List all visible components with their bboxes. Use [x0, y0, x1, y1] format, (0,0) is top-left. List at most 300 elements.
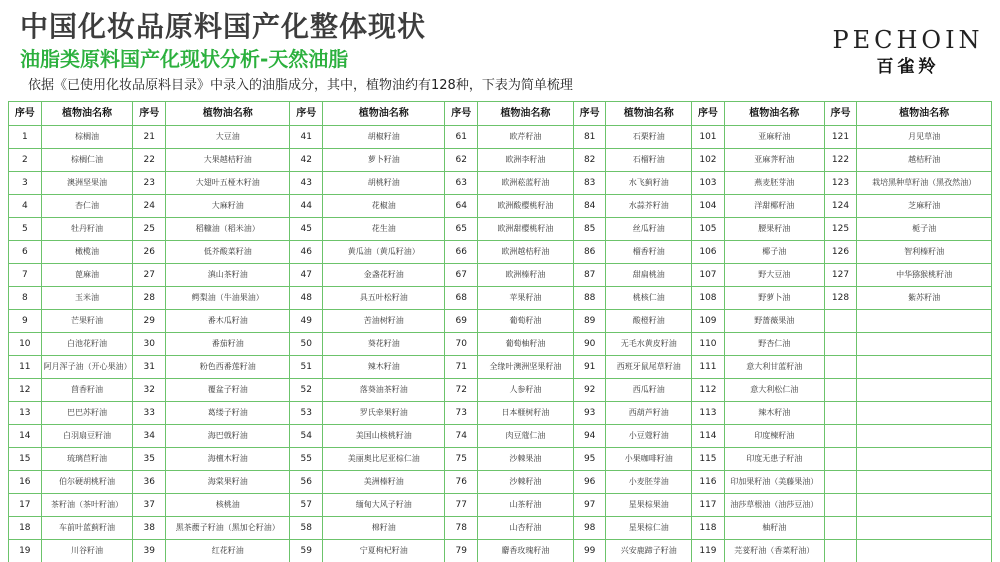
oil-number-cell: 90 [573, 333, 606, 356]
oil-number-cell: 29 [133, 310, 166, 333]
oil-number-cell: 50 [290, 333, 323, 356]
oil-number-cell [824, 517, 857, 540]
oil-number-cell: 21 [133, 126, 166, 149]
oil-name-cell: 无毛水黄皮籽油 [606, 333, 692, 356]
oil-name-cell: 苹果籽油 [478, 287, 574, 310]
oil-number-cell: 61 [445, 126, 478, 149]
oil-number-cell: 108 [692, 287, 725, 310]
oil-number-cell: 115 [692, 448, 725, 471]
oil-number-cell: 127 [824, 264, 857, 287]
oil-name-cell: 宁夏枸杞籽油 [323, 540, 445, 562]
oil-name-cell: 意大利甘蓝籽油 [724, 356, 824, 379]
oil-name-cell: 小麦胚芽油 [606, 471, 692, 494]
plant-oil-table [8, 101, 992, 562]
table-row [9, 126, 992, 149]
oil-name-cell: 水飞蓟籽油 [606, 172, 692, 195]
logo-english: PECHOIN [832, 26, 984, 54]
oil-number-cell: 22 [133, 149, 166, 172]
oil-name-cell: 葡萄籽油 [478, 310, 574, 333]
oil-name-cell: 黑茶藨子籽油（黑加仑籽油） [166, 517, 290, 540]
oil-name-cell: 越桔籽油 [857, 149, 992, 172]
oil-number-cell: 104 [692, 195, 725, 218]
oil-name-cell: 蓖麻油 [41, 264, 133, 287]
oil-name-cell: 意大利松仁油 [724, 379, 824, 402]
oil-number-cell: 119 [692, 540, 725, 562]
oil-name-cell: 野大豆油 [724, 264, 824, 287]
oil-name-cell: 欧洲李籽油 [478, 149, 574, 172]
oil-name-cell: 棕榈仁油 [41, 149, 133, 172]
oil-number-cell [824, 540, 857, 562]
oil-number-cell: 18 [9, 517, 42, 540]
oil-number-cell: 102 [692, 149, 725, 172]
column-header-number: 序号 [290, 102, 323, 126]
pechoin-logo [828, 26, 988, 78]
oil-number-cell: 37 [133, 494, 166, 517]
oil-number-cell: 85 [573, 218, 606, 241]
oil-name-cell: 日本榧树籽油 [478, 402, 574, 425]
oil-number-cell: 123 [824, 172, 857, 195]
oil-name-cell: 玉米油 [41, 287, 133, 310]
oil-name-cell: 海巴戟籽油 [166, 425, 290, 448]
oil-name-cell: 柚籽油 [724, 517, 824, 540]
oil-number-cell: 66 [445, 241, 478, 264]
oil-name-cell: 星果棕果油 [606, 494, 692, 517]
oil-name-cell: 棕榈油 [41, 126, 133, 149]
oil-number-cell: 6 [9, 241, 42, 264]
oil-number-cell: 78 [445, 517, 478, 540]
oil-number-cell: 7 [9, 264, 42, 287]
column-header-oil-name: 植物油名称 [323, 102, 445, 126]
plant-oil-table-container [8, 101, 992, 562]
oil-number-cell: 73 [445, 402, 478, 425]
oil-name-cell: 花生油 [323, 218, 445, 241]
oil-name-cell: 白池花籽油 [41, 333, 133, 356]
oil-number-cell: 105 [692, 218, 725, 241]
column-header-number: 序号 [445, 102, 478, 126]
oil-name-cell [857, 540, 992, 562]
oil-number-cell: 113 [692, 402, 725, 425]
oil-name-cell: 栀子油 [857, 218, 992, 241]
oil-name-cell: 野蔷薇果油 [724, 310, 824, 333]
oil-number-cell: 27 [133, 264, 166, 287]
oil-name-cell: 具五叶松籽油 [323, 287, 445, 310]
oil-name-cell: 车前叶蓝蓟籽油 [41, 517, 133, 540]
oil-number-cell: 112 [692, 379, 725, 402]
oil-name-cell: 番茄籽油 [166, 333, 290, 356]
oil-number-cell: 56 [290, 471, 323, 494]
oil-name-cell [857, 379, 992, 402]
oil-number-cell: 28 [133, 287, 166, 310]
oil-name-cell: 欧洲榛籽油 [478, 264, 574, 287]
oil-number-cell: 58 [290, 517, 323, 540]
oil-number-cell: 44 [290, 195, 323, 218]
oil-number-cell: 76 [445, 471, 478, 494]
oil-number-cell: 23 [133, 172, 166, 195]
column-header-number: 序号 [692, 102, 725, 126]
oil-name-cell: 黄瓜油（黄瓜籽油） [323, 241, 445, 264]
oil-name-cell: 辣木籽油 [323, 356, 445, 379]
oil-number-cell: 75 [445, 448, 478, 471]
table-body [9, 126, 992, 562]
oil-number-cell: 103 [692, 172, 725, 195]
oil-number-cell: 17 [9, 494, 42, 517]
oil-name-cell: 星果棕仁油 [606, 517, 692, 540]
column-header-oil-name: 植物油名称 [724, 102, 824, 126]
oil-name-cell: 欧洲菘蓝籽油 [478, 172, 574, 195]
oil-name-cell [857, 402, 992, 425]
oil-name-cell [857, 494, 992, 517]
oil-number-cell: 81 [573, 126, 606, 149]
page-title: 中国化妆品原料国产化整体现状 [20, 10, 427, 43]
oil-name-cell: 覆盆子籽油 [166, 379, 290, 402]
oil-name-cell: 巴巴苏籽油 [41, 402, 133, 425]
oil-name-cell: 栽培黑种草籽油（黑孜然油） [857, 172, 992, 195]
oil-number-cell: 53 [290, 402, 323, 425]
oil-number-cell: 1 [9, 126, 42, 149]
table-row [9, 425, 992, 448]
oil-number-cell: 43 [290, 172, 323, 195]
oil-number-cell: 55 [290, 448, 323, 471]
oil-number-cell: 34 [133, 425, 166, 448]
oil-number-cell: 11 [9, 356, 42, 379]
oil-number-cell [824, 333, 857, 356]
oil-number-cell: 92 [573, 379, 606, 402]
oil-name-cell: 丝瓜籽油 [606, 218, 692, 241]
column-header-oil-name: 植物油名称 [857, 102, 992, 126]
oil-number-cell: 46 [290, 241, 323, 264]
oil-name-cell: 中华猕猴桃籽油 [857, 264, 992, 287]
oil-name-cell: 野萝卜油 [724, 287, 824, 310]
oil-number-cell: 19 [9, 540, 42, 562]
table-row [9, 287, 992, 310]
oil-name-cell: 亚麻籽油 [724, 126, 824, 149]
oil-number-cell: 2 [9, 149, 42, 172]
oil-name-cell: 低芥酸菜籽油 [166, 241, 290, 264]
oil-name-cell: 西葫芦籽油 [606, 402, 692, 425]
oil-number-cell: 25 [133, 218, 166, 241]
oil-name-cell: 茴香籽油 [41, 379, 133, 402]
oil-number-cell: 57 [290, 494, 323, 517]
oil-number-cell: 35 [133, 448, 166, 471]
oil-name-cell: 沙棘籽油 [478, 471, 574, 494]
oil-number-cell: 79 [445, 540, 478, 562]
oil-number-cell [824, 310, 857, 333]
oil-name-cell [857, 425, 992, 448]
oil-name-cell: 伯尔硬胡桃籽油 [41, 471, 133, 494]
oil-name-cell [857, 310, 992, 333]
oil-name-cell: 川谷籽油 [41, 540, 133, 562]
oil-number-cell: 72 [445, 379, 478, 402]
oil-number-cell: 32 [133, 379, 166, 402]
oil-name-cell: 榴香籽油 [606, 241, 692, 264]
oil-number-cell: 84 [573, 195, 606, 218]
table-row [9, 264, 992, 287]
oil-name-cell: 甜扁桃油 [606, 264, 692, 287]
oil-name-cell: 石栗籽油 [606, 126, 692, 149]
oil-number-cell: 33 [133, 402, 166, 425]
oil-name-cell: 芫荽籽油（香菜籽油） [724, 540, 824, 562]
oil-name-cell: 智利榛籽油 [857, 241, 992, 264]
table-row [9, 241, 992, 264]
oil-name-cell: 肉豆蔻仁油 [478, 425, 574, 448]
oil-number-cell: 54 [290, 425, 323, 448]
oil-number-cell: 87 [573, 264, 606, 287]
column-header-number: 序号 [133, 102, 166, 126]
oil-name-cell: 葛缕子籽油 [166, 402, 290, 425]
oil-name-cell: 油莎草根油（油莎豆油） [724, 494, 824, 517]
oil-name-cell: 杏仁油 [41, 195, 133, 218]
oil-number-cell: 109 [692, 310, 725, 333]
table-row [9, 195, 992, 218]
oil-name-cell: 全缘叶澳洲坚果籽油 [478, 356, 574, 379]
oil-number-cell: 107 [692, 264, 725, 287]
oil-name-cell: 印加果籽油（美藤果油） [724, 471, 824, 494]
oil-name-cell [857, 517, 992, 540]
oil-number-cell: 39 [133, 540, 166, 562]
oil-name-cell: 美洲榛籽油 [323, 471, 445, 494]
oil-name-cell: 大果越桔籽油 [166, 149, 290, 172]
oil-number-cell: 91 [573, 356, 606, 379]
oil-number-cell: 63 [445, 172, 478, 195]
oil-number-cell: 124 [824, 195, 857, 218]
table-row [9, 333, 992, 356]
table-row [9, 310, 992, 333]
table-row [9, 540, 992, 562]
oil-number-cell: 31 [133, 356, 166, 379]
oil-number-cell: 86 [573, 241, 606, 264]
oil-name-cell: 亚麻荠籽油 [724, 149, 824, 172]
oil-name-cell: 酸橙籽油 [606, 310, 692, 333]
oil-name-cell: 西瓜籽油 [606, 379, 692, 402]
oil-name-cell: 橄榄油 [41, 241, 133, 264]
oil-number-cell: 97 [573, 494, 606, 517]
oil-number-cell: 101 [692, 126, 725, 149]
oil-number-cell: 88 [573, 287, 606, 310]
oil-number-cell: 96 [573, 471, 606, 494]
logo-chinese: 百雀羚 [876, 57, 940, 77]
oil-name-cell: 美国山核桃籽油 [323, 425, 445, 448]
oil-name-cell: 海檀木籽油 [166, 448, 290, 471]
oil-name-cell: 芝麻籽油 [857, 195, 992, 218]
oil-name-cell: 胡桃籽油 [323, 172, 445, 195]
oil-name-cell: 沙棘果油 [478, 448, 574, 471]
oil-number-cell: 64 [445, 195, 478, 218]
oil-name-cell: 麝香玫瑰籽油 [478, 540, 574, 562]
oil-number-cell: 89 [573, 310, 606, 333]
column-header-oil-name: 植物油名称 [606, 102, 692, 126]
oil-number-cell: 83 [573, 172, 606, 195]
oil-number-cell: 98 [573, 517, 606, 540]
oil-number-cell: 114 [692, 425, 725, 448]
table-header-row [9, 102, 992, 126]
oil-name-cell: 番木瓜籽油 [166, 310, 290, 333]
column-header-oil-name: 植物油名称 [166, 102, 290, 126]
oil-name-cell: 欧洲甜樱桃籽油 [478, 218, 574, 241]
table-row [9, 448, 992, 471]
oil-name-cell: 澳洲坚果油 [41, 172, 133, 195]
oil-name-cell: 阿月浑子油（开心果油） [41, 356, 133, 379]
oil-name-cell: 琉璃苣籽油 [41, 448, 133, 471]
oil-name-cell: 椰子油 [724, 241, 824, 264]
oil-number-cell: 70 [445, 333, 478, 356]
oil-number-cell: 95 [573, 448, 606, 471]
oil-name-cell: 金盏花籽油 [323, 264, 445, 287]
oil-name-cell: 大豆油 [166, 126, 290, 149]
oil-number-cell: 82 [573, 149, 606, 172]
oil-number-cell: 5 [9, 218, 42, 241]
oil-name-cell: 鳄梨油（牛油果油） [166, 287, 290, 310]
oil-number-cell: 45 [290, 218, 323, 241]
oil-name-cell: 稻糠油（稻米油） [166, 218, 290, 241]
oil-number-cell: 99 [573, 540, 606, 562]
table-row [9, 494, 992, 517]
oil-name-cell: 罗氏牵果籽油 [323, 402, 445, 425]
oil-number-cell: 8 [9, 287, 42, 310]
oil-name-cell: 滇山茶籽油 [166, 264, 290, 287]
oil-number-cell: 26 [133, 241, 166, 264]
oil-number-cell: 38 [133, 517, 166, 540]
oil-name-cell: 水蒜芥籽油 [606, 195, 692, 218]
oil-name-cell: 落葵油茶籽油 [323, 379, 445, 402]
oil-number-cell: 125 [824, 218, 857, 241]
oil-number-cell: 71 [445, 356, 478, 379]
oil-number-cell: 14 [9, 425, 42, 448]
oil-number-cell [824, 425, 857, 448]
oil-number-cell: 94 [573, 425, 606, 448]
oil-number-cell: 116 [692, 471, 725, 494]
oil-name-cell: 兴安鹿蹄子籽油 [606, 540, 692, 562]
oil-name-cell: 山杏籽油 [478, 517, 574, 540]
oil-name-cell: 花椒油 [323, 195, 445, 218]
table-row [9, 218, 992, 241]
column-header-oil-name: 植物油名称 [41, 102, 133, 126]
oil-name-cell: 欧洲酸樱桃籽油 [478, 195, 574, 218]
table-row [9, 172, 992, 195]
oil-name-cell: 胡椒籽油 [323, 126, 445, 149]
oil-name-cell: 辣木籽油 [724, 402, 824, 425]
oil-number-cell: 49 [290, 310, 323, 333]
oil-number-cell: 74 [445, 425, 478, 448]
oil-number-cell: 69 [445, 310, 478, 333]
oil-name-cell: 萝卜籽油 [323, 149, 445, 172]
oil-name-cell: 棉籽油 [323, 517, 445, 540]
table-row [9, 379, 992, 402]
oil-name-cell: 燕麦胚芽油 [724, 172, 824, 195]
oil-number-cell [824, 356, 857, 379]
column-header-number: 序号 [9, 102, 42, 126]
oil-number-cell: 30 [133, 333, 166, 356]
oil-number-cell: 118 [692, 517, 725, 540]
oil-number-cell: 15 [9, 448, 42, 471]
oil-number-cell: 121 [824, 126, 857, 149]
oil-name-cell: 葵花籽油 [323, 333, 445, 356]
oil-number-cell: 12 [9, 379, 42, 402]
oil-number-cell: 52 [290, 379, 323, 402]
oil-number-cell: 41 [290, 126, 323, 149]
intro-text: 依据《已使用化妆品原料目录》中录入的油脂成分，其中，植物油约有128种，下表为简单梳理 [28, 78, 573, 93]
oil-number-cell: 47 [290, 264, 323, 287]
oil-name-cell: 粉色西番莲籽油 [166, 356, 290, 379]
oil-number-cell: 16 [9, 471, 42, 494]
oil-name-cell: 桃核仁油 [606, 287, 692, 310]
oil-name-cell: 欧洲越桔籽油 [478, 241, 574, 264]
oil-number-cell: 126 [824, 241, 857, 264]
oil-number-cell: 111 [692, 356, 725, 379]
oil-name-cell: 石榴籽油 [606, 149, 692, 172]
oil-name-cell: 人参籽油 [478, 379, 574, 402]
oil-name-cell: 紫苏籽油 [857, 287, 992, 310]
oil-name-cell: 山茶籽油 [478, 494, 574, 517]
oil-number-cell: 106 [692, 241, 725, 264]
table-row [9, 356, 992, 379]
oil-name-cell: 野杏仁油 [724, 333, 824, 356]
oil-number-cell [824, 494, 857, 517]
oil-name-cell: 月见草油 [857, 126, 992, 149]
oil-number-cell [824, 448, 857, 471]
oil-name-cell: 印度无患子籽油 [724, 448, 824, 471]
oil-number-cell: 24 [133, 195, 166, 218]
oil-name-cell: 洋甜椰籽油 [724, 195, 824, 218]
oil-name-cell: 海棠果籽油 [166, 471, 290, 494]
oil-number-cell [824, 471, 857, 494]
oil-name-cell: 牡丹籽油 [41, 218, 133, 241]
oil-name-cell: 腰果籽油 [724, 218, 824, 241]
column-header-number: 序号 [573, 102, 606, 126]
oil-name-cell [857, 356, 992, 379]
oil-number-cell: 67 [445, 264, 478, 287]
oil-name-cell: 印度楝籽油 [724, 425, 824, 448]
oil-name-cell [857, 333, 992, 356]
table-row [9, 517, 992, 540]
table-row [9, 402, 992, 425]
oil-number-cell: 68 [445, 287, 478, 310]
oil-number-cell: 117 [692, 494, 725, 517]
oil-number-cell: 10 [9, 333, 42, 356]
oil-number-cell: 65 [445, 218, 478, 241]
oil-number-cell: 48 [290, 287, 323, 310]
oil-number-cell: 3 [9, 172, 42, 195]
oil-number-cell: 59 [290, 540, 323, 562]
oil-name-cell: 美丽奥比尼亚棕仁油 [323, 448, 445, 471]
oil-number-cell [824, 379, 857, 402]
oil-number-cell: 128 [824, 287, 857, 310]
oil-name-cell: 小果咖啡籽油 [606, 448, 692, 471]
oil-number-cell: 93 [573, 402, 606, 425]
oil-name-cell: 小豆蔻籽油 [606, 425, 692, 448]
oil-name-cell: 葡萄柚籽油 [478, 333, 574, 356]
oil-number-cell: 9 [9, 310, 42, 333]
oil-number-cell: 36 [133, 471, 166, 494]
table-row [9, 149, 992, 172]
oil-name-cell: 大翅叶五桠木籽油 [166, 172, 290, 195]
oil-name-cell: 苦油树籽油 [323, 310, 445, 333]
oil-name-cell: 茶籽油（茶叶籽油） [41, 494, 133, 517]
oil-name-cell: 芒果籽油 [41, 310, 133, 333]
oil-number-cell: 62 [445, 149, 478, 172]
oil-number-cell: 4 [9, 195, 42, 218]
oil-name-cell: 缅甸大风子籽油 [323, 494, 445, 517]
oil-name-cell [857, 448, 992, 471]
oil-name-cell: 大麻籽油 [166, 195, 290, 218]
oil-name-cell: 欧芹籽油 [478, 126, 574, 149]
oil-number-cell: 77 [445, 494, 478, 517]
column-header-number: 序号 [824, 102, 857, 126]
oil-name-cell [857, 471, 992, 494]
column-header-oil-name: 植物油名称 [478, 102, 574, 126]
oil-number-cell: 42 [290, 149, 323, 172]
oil-name-cell: 红花籽油 [166, 540, 290, 562]
oil-number-cell [824, 402, 857, 425]
